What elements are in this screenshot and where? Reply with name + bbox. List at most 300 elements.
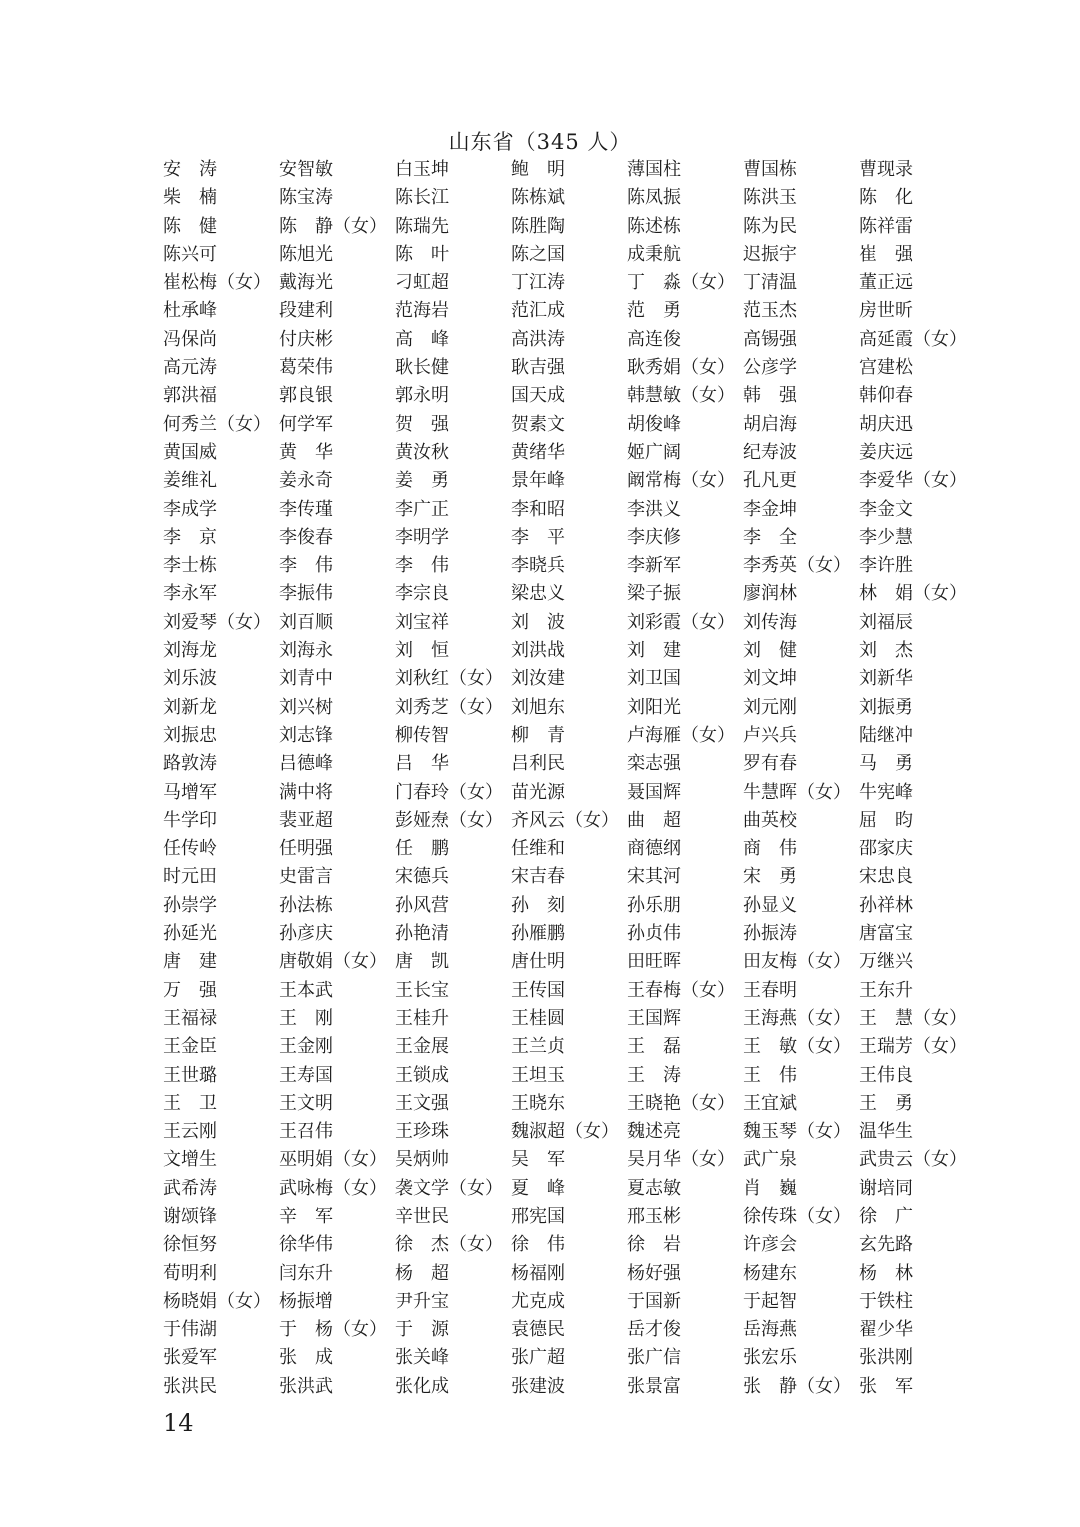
name-cell: 张关峰 [395,1347,449,1369]
name-cell: 王 刚 [279,1007,333,1029]
name-cell: 陈栋斌 [511,187,565,209]
name-cell: 王春明 [743,979,797,1001]
name-cell: 张景富 [627,1375,681,1397]
name-cell: 郭永明 [395,385,449,407]
name-cell: 陈胜陶 [511,215,565,237]
name-cell: 牛慧晖（女） [743,781,851,803]
name-cell: 王伟良 [859,1064,913,1086]
name-cell: 王 勇 [859,1092,913,1114]
name-cell: 唐 建 [163,951,217,973]
name-cell: 宋吉春 [511,866,565,888]
name-cell: 李新军 [627,555,681,577]
name-cell: 胡俊峰 [627,413,681,435]
name-cell: 刘 建 [627,640,681,662]
name-cell: 万继兴 [859,951,913,973]
name-cell: 何秀兰（女） [163,413,271,435]
name-cell: 刘 恒 [395,640,449,662]
name-cell: 柴 楠 [163,187,217,209]
name-cell: 吴 军 [511,1149,565,1171]
name-cell: 马 勇 [859,753,913,775]
name-cell: 杨福刚 [511,1262,565,1284]
name-cell: 刘汝建 [511,668,565,690]
name-cell: 何学军 [279,413,333,435]
name-cell: 牛宪峰 [859,781,913,803]
name-cell: 高洪涛 [511,328,565,350]
name-cell: 李 京 [163,526,217,548]
name-cell: 张洪民 [163,1375,217,1397]
name-cell: 岳才俊 [627,1319,681,1341]
name-cell: 孙崇学 [163,894,217,916]
name-cell: 杨晓娟（女） [163,1290,271,1312]
name-cell: 姜庆远 [859,441,913,463]
name-cell: 徐 杰（女） [395,1234,503,1256]
name-cell: 吕 华 [395,753,449,775]
name-cell: 彭娅焘（女） [395,809,503,831]
name-cell: 贺 强 [395,413,449,435]
name-cell: 韩仰春 [859,385,913,407]
name-cell: 陈凤振 [627,187,681,209]
name-cell: 韩慧敏（女） [627,385,735,407]
name-cell: 杨 林 [859,1262,913,1284]
name-cell: 万 强 [163,979,217,1001]
name-cell: 武广泉 [743,1149,797,1171]
name-cell: 唐敬娟（女） [279,951,387,973]
name-cell: 刘百顺 [279,611,333,633]
name-cell: 宋忠良 [859,866,913,888]
name-cell: 范 勇 [627,300,681,322]
name-cell: 付庆彬 [279,328,333,350]
name-cell: 王金展 [395,1036,449,1058]
name-cell: 王珍珠 [395,1121,449,1143]
name-cell: 丁 淼（女） [627,272,735,294]
name-cell: 王国辉 [627,1007,681,1029]
name-cell: 吴月华（女） [627,1149,735,1171]
name-cell: 陆继冲 [859,724,913,746]
name-cell: 刘乐波 [163,668,217,690]
name-cell: 黄汝秋 [395,441,449,463]
name-cell: 丁江涛 [511,272,565,294]
name-cell: 范海岩 [395,300,449,322]
name-cell: 夏 峰 [511,1177,565,1199]
name-cell: 吕利民 [511,753,565,775]
name-cell: 公彦学 [743,357,797,379]
name-cell: 马增军 [163,781,217,803]
name-cell: 张广信 [627,1347,681,1369]
name-cell: 葛荣伟 [279,357,333,379]
name-cell: 刘秀芝（女） [395,696,503,718]
name-cell: 陈长江 [395,187,449,209]
name-cell: 辛世民 [395,1205,449,1227]
name-cell: 陈 叶 [395,243,449,265]
name-cell: 于伟湖 [163,1319,217,1341]
name-cell: 阚常梅（女） [627,470,735,492]
name-cell: 李广正 [395,498,449,520]
name-cell: 贺素文 [511,413,565,435]
name-cell: 刘宝祥 [395,611,449,633]
name-cell: 刘福辰 [859,611,913,633]
name-cell: 裴亚超 [279,809,333,831]
name-cell: 林 娟（女） [859,583,967,605]
name-cell: 满中将 [279,781,333,803]
name-cell: 耿吉强 [511,357,565,379]
name-cell: 吴炳帅 [395,1149,449,1171]
name-cell: 武希涛 [163,1177,217,1199]
name-cell: 张宏乐 [743,1347,797,1369]
name-cell: 夏志敏 [627,1177,681,1199]
name-cell: 温华生 [859,1121,913,1143]
page-title: 山东省（345 人） [448,130,632,154]
name-cell: 屈 昀 [859,809,913,831]
name-cell: 刘旭东 [511,696,565,718]
name-cell: 田友梅（女） [743,951,851,973]
name-cell: 徐华伟 [279,1234,333,1256]
name-cell: 梁子振 [627,583,681,605]
name-cell: 李洪义 [627,498,681,520]
name-cell: 王传国 [511,979,565,1001]
name-cell: 安智敏 [279,159,333,180]
name-cell: 刘新华 [859,668,913,690]
name-cell: 徐 伟 [511,1234,565,1256]
name-cell: 李爱华（女） [859,470,967,492]
name-cell: 邢玉彬 [627,1205,681,1227]
name-cell: 王瑞芳（女） [859,1036,967,1058]
name-cell: 孙祥林 [859,894,913,916]
name-cell: 陈述栋 [627,215,681,237]
name-cell: 高 峰 [395,328,449,350]
name-cell: 张 静（女） [743,1375,851,1397]
name-cell: 杨建东 [743,1262,797,1284]
name-cell: 张建波 [511,1375,565,1397]
name-cell: 曹现录 [859,159,913,180]
name-cell: 任明强 [279,838,333,860]
name-cell: 郭洪福 [163,385,217,407]
name-cell: 商德纲 [627,838,681,860]
name-cell: 聂国辉 [627,781,681,803]
name-cell: 陈 健 [163,215,217,237]
name-cell: 孙 刻 [511,894,565,916]
name-cell: 卢海雁（女） [627,724,735,746]
name-cell: 孙法栋 [279,894,333,916]
name-cell: 李晓兵 [511,555,565,577]
name-cell: 陈之国 [511,243,565,265]
name-cell: 白玉坤 [395,159,449,180]
name-cell: 王世璐 [163,1064,217,1086]
name-cell: 陈 静（女） [279,215,387,237]
name-cell: 王金臣 [163,1036,217,1058]
name-cell: 刘振忠 [163,724,217,746]
name-cell: 姜维礼 [163,470,217,492]
name-cell: 陈 化 [859,187,913,209]
name-cell: 商 伟 [743,838,797,860]
name-cell: 郭良银 [279,385,333,407]
name-cell: 纪寿波 [743,441,797,463]
name-cell: 耿秀娟（女） [627,357,735,379]
name-cell: 于 杨（女） [279,1319,387,1341]
name-cell: 吕德峰 [279,753,333,775]
name-cell: 徐传珠（女） [743,1205,851,1227]
name-cell: 于 源 [395,1319,449,1341]
name-cell: 戴海光 [279,272,333,294]
name-cell: 荀明利 [163,1262,217,1284]
name-cell: 董正远 [859,272,913,294]
name-cell: 宋其河 [627,866,681,888]
name-cell: 宋 勇 [743,866,797,888]
name-cell: 廖润林 [743,583,797,605]
name-cell: 肖 巍 [743,1177,797,1199]
name-cell: 李传瑾 [279,498,333,520]
name-cell: 李金文 [859,498,913,520]
name-cell: 王 敏（女） [743,1036,851,1058]
name-cell: 袭文学（女） [395,1177,503,1199]
name-cell: 杜承峰 [163,300,217,322]
page-number: 14 [163,1409,194,1437]
name-cell: 韩 强 [743,385,797,407]
name-cell: 徐恒努 [163,1234,217,1256]
name-cell: 刘振勇 [859,696,913,718]
name-cell: 王 伟 [743,1064,797,1086]
name-cell: 杨 超 [395,1262,449,1284]
name-cell: 武咏梅（女） [279,1177,387,1199]
name-cell: 史雷言 [279,866,333,888]
name-grid [163,156,973,1401]
name-cell: 孙振涛 [743,923,797,945]
name-cell: 刘志锋 [279,724,333,746]
name-cell: 翟少华 [859,1319,913,1341]
name-cell: 谢颂锋 [163,1205,217,1227]
name-cell: 杨振增 [279,1290,333,1312]
name-cell: 孙风营 [395,894,449,916]
name-cell: 谢培同 [859,1177,913,1199]
name-cell: 高元涛 [163,357,217,379]
name-cell: 王锁成 [395,1064,449,1086]
name-cell: 孙雁鹏 [511,923,565,945]
name-cell: 邢宪国 [511,1205,565,1227]
name-cell: 黄国威 [163,441,217,463]
name-cell: 王坦玉 [511,1064,565,1086]
name-cell: 刘青中 [279,668,333,690]
name-cell: 于铁柱 [859,1290,913,1312]
name-cell: 国天成 [511,385,565,407]
name-cell: 张化成 [395,1375,449,1397]
name-cell: 王宜斌 [743,1092,797,1114]
name-cell: 范汇成 [511,300,565,322]
name-cell: 李金坤 [743,498,797,520]
name-cell: 刘海龙 [163,640,217,662]
name-cell: 陈祥雷 [859,215,913,237]
name-cell: 梁忠义 [511,583,565,605]
name-cell: 齐风云（女） [511,809,619,831]
name-cell: 辛 军 [279,1205,333,1227]
name-cell: 孙延光 [163,923,217,945]
name-cell: 罗有春 [743,753,797,775]
name-cell: 陈洪玉 [743,187,797,209]
name-cell: 张洪刚 [859,1347,913,1369]
name-cell: 任维和 [511,838,565,860]
name-cell: 王晓艳（女） [627,1092,735,1114]
name-cell: 武贵云（女） [859,1149,967,1171]
name-cell: 张爱军 [163,1347,217,1369]
name-cell: 刘传海 [743,611,797,633]
name-cell: 孙彦庆 [279,923,333,945]
name-cell: 卢兴兵 [743,724,797,746]
name-cell: 曲 超 [627,809,681,831]
name-cell: 王桂圆 [511,1007,565,1029]
name-cell: 任 鹏 [395,838,449,860]
name-cell: 许彦会 [743,1234,797,1256]
name-cell: 李明学 [395,526,449,548]
name-cell: 李士栋 [163,555,217,577]
name-cell: 孙乐朋 [627,894,681,916]
name-cell: 孔凡更 [743,470,797,492]
name-cell: 路敦涛 [163,753,217,775]
name-cell: 邵家庆 [859,838,913,860]
name-cell: 王召伟 [279,1121,333,1143]
name-cell: 房世昕 [859,300,913,322]
name-cell: 黄 华 [279,441,333,463]
name-cell: 高延霞（女） [859,328,967,350]
name-cell: 柳 青 [511,724,565,746]
name-cell: 刁虹超 [395,272,449,294]
name-cell: 薄国柱 [627,159,681,180]
name-cell: 胡启海 [743,413,797,435]
name-cell: 闫东升 [279,1262,333,1284]
name-cell: 李宗良 [395,583,449,605]
name-cell: 鲍 明 [511,159,565,180]
name-cell: 杨好强 [627,1262,681,1284]
name-cell: 刘元刚 [743,696,797,718]
name-cell: 巫明娟（女） [279,1149,387,1171]
name-cell: 刘阳光 [627,696,681,718]
name-cell: 迟振宇 [743,243,797,265]
name-cell: 栾志强 [627,753,681,775]
name-cell: 刘洪战 [511,640,565,662]
name-cell: 李 全 [743,526,797,548]
name-cell: 苗光源 [511,781,565,803]
name-cell: 王本武 [279,979,333,1001]
name-cell: 胡庆迅 [859,413,913,435]
name-cell: 王晓东 [511,1092,565,1114]
name-cell: 唐富宝 [859,923,913,945]
name-cell: 尤克成 [511,1290,565,1312]
name-cell: 安 涛 [163,159,217,180]
name-cell: 崔松梅（女） [163,272,271,294]
name-cell: 刘海永 [279,640,333,662]
name-cell: 冯保尚 [163,328,217,350]
name-cell: 刘文坤 [743,668,797,690]
name-cell: 王 涛 [627,1064,681,1086]
name-cell: 张洪武 [279,1375,333,1397]
name-cell: 刘彩霞（女） [627,611,735,633]
name-cell: 李 伟 [395,555,449,577]
name-cell: 王 卫 [163,1092,217,1114]
name-cell: 任传岭 [163,838,217,860]
name-cell: 王兰贞 [511,1036,565,1058]
name-cell: 张 军 [859,1375,913,1397]
name-cell: 袁德民 [511,1319,565,1341]
name-cell: 张广超 [511,1347,565,1369]
name-cell: 王桂升 [395,1007,449,1029]
name-cell: 高连俊 [627,328,681,350]
name-cell: 文增生 [163,1149,217,1171]
name-cell: 于起智 [743,1290,797,1312]
name-cell: 王东升 [859,979,913,1001]
name-cell: 姜 勇 [395,470,449,492]
name-cell: 姬广阔 [627,441,681,463]
name-cell: 李许胜 [859,555,913,577]
name-cell: 宋德兵 [395,866,449,888]
name-cell: 曹国栋 [743,159,797,180]
name-cell: 柳传智 [395,724,449,746]
name-cell: 唐 凯 [395,951,449,973]
name-cell: 张 成 [279,1347,333,1369]
name-cell: 刘 波 [511,611,565,633]
name-cell: 李 伟 [279,555,333,577]
name-cell: 田旺晖 [627,951,681,973]
name-cell: 玄先路 [859,1234,913,1256]
name-cell: 孙贞伟 [627,923,681,945]
name-cell: 王文强 [395,1092,449,1114]
name-cell: 王云刚 [163,1121,217,1143]
name-cell: 崔 强 [859,243,913,265]
name-cell: 段建利 [279,300,333,322]
name-cell: 刘卫国 [627,668,681,690]
name-cell: 刘爱琴（女） [163,611,271,633]
name-cell: 牛学印 [163,809,217,831]
name-cell: 王文明 [279,1092,333,1114]
name-cell: 徐 岩 [627,1234,681,1256]
name-cell: 刘 杰 [859,640,913,662]
name-cell: 刘 健 [743,640,797,662]
name-cell: 李秀英（女） [743,555,851,577]
name-cell: 王长宝 [395,979,449,1001]
name-cell: 李 平 [511,526,565,548]
name-cell: 陈瑞先 [395,215,449,237]
name-cell: 黄绪华 [511,441,565,463]
name-cell: 王海燕（女） [743,1007,851,1029]
name-cell: 宫建松 [859,357,913,379]
name-cell: 王福禄 [163,1007,217,1029]
name-cell: 刘新龙 [163,696,217,718]
name-cell: 时元田 [163,866,217,888]
name-cell: 李和昭 [511,498,565,520]
name-cell: 李永军 [163,583,217,605]
name-cell: 高锡强 [743,328,797,350]
name-cell: 刘秋红（女） [395,668,503,690]
name-cell: 孙艳清 [395,923,449,945]
name-cell: 尹升宝 [395,1290,449,1312]
name-cell: 陈为民 [743,215,797,237]
name-cell: 门春玲（女） [395,781,503,803]
name-cell: 魏述亮 [627,1121,681,1143]
name-cell: 曲英校 [743,809,797,831]
name-cell: 王金刚 [279,1036,333,1058]
name-cell: 李振伟 [279,583,333,605]
name-cell: 王春梅（女） [627,979,735,1001]
name-cell: 徐 广 [859,1205,913,1227]
name-cell: 成秉航 [627,243,681,265]
name-cell: 李俊春 [279,526,333,548]
name-cell: 王寿国 [279,1064,333,1086]
name-cell: 耿长健 [395,357,449,379]
name-cell: 王 慧（女） [859,1007,967,1029]
name-cell: 岳海燕 [743,1319,797,1341]
name-cell: 陈兴可 [163,243,217,265]
name-cell: 李庆修 [627,526,681,548]
name-cell: 于国新 [627,1290,681,1312]
name-cell: 刘兴树 [279,696,333,718]
name-cell: 孙显义 [743,894,797,916]
name-cell: 魏淑超（女） [511,1121,619,1143]
